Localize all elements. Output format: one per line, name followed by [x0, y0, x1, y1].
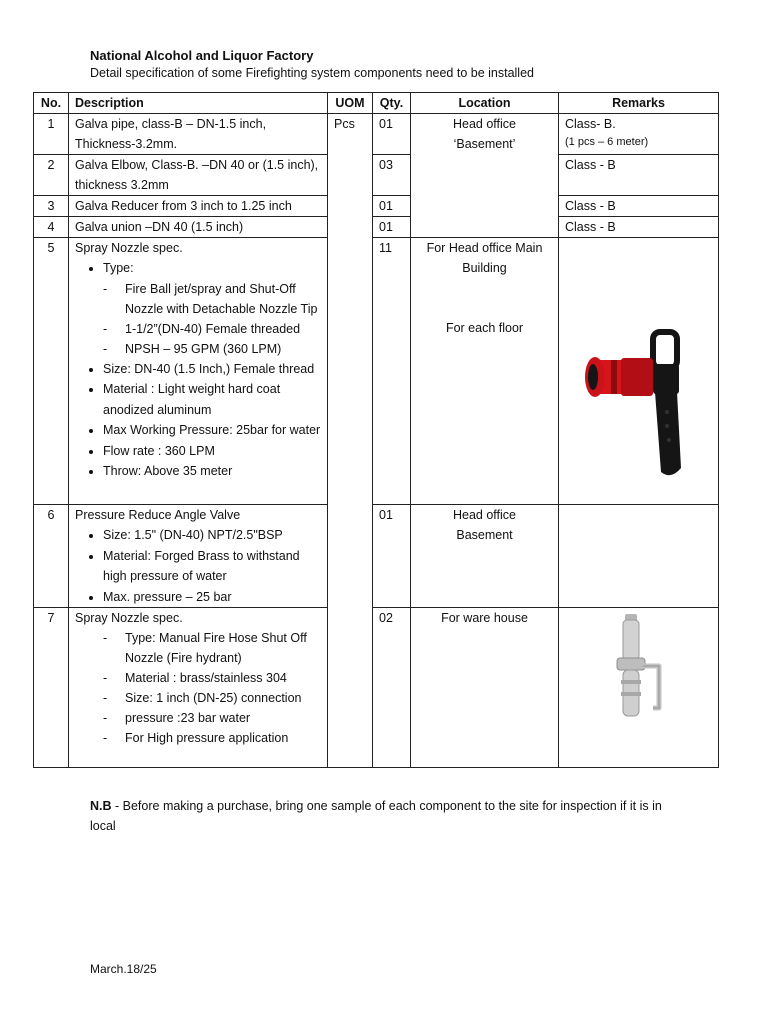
list-item: • Max Working Pressure: 25bar for water: [103, 420, 321, 441]
table-row: [34, 217, 719, 238]
document-title: National Alcohol and Liquor Factory: [90, 48, 314, 63]
list-item: • Size: DN-40 (1.5 Inch,) Female thread: [103, 359, 321, 380]
uom-cell: Pcs: [328, 114, 373, 768]
list-item: - pressure :23 bar water: [125, 708, 321, 728]
row-no: 1: [34, 114, 69, 155]
col-header-no: No.: [34, 93, 69, 114]
location-line: For Head office Main Building: [426, 241, 543, 275]
row-description: Galva Reducer from 3 inch to 1.25 inch: [69, 196, 328, 217]
remarks-note: (1 pcs – 6 meter): [565, 136, 649, 148]
list-item: [103, 258, 321, 359]
table-row: [34, 608, 719, 768]
spec-dash-list: [75, 628, 321, 748]
spec-heading: Spray Nozzle spec.: [75, 611, 183, 625]
document-subtitle: Detail specification of some Firefighting system components need to be installed: [90, 66, 534, 80]
row-qty: 11: [373, 238, 411, 505]
row-qty: 01: [373, 114, 411, 155]
location-line: Basement: [456, 528, 513, 542]
document-date: March.18/25: [90, 962, 157, 976]
list-item: • Material: Forged Brass to withstand high pressure of water: [103, 546, 321, 587]
desc-line: Galva Elbow, Class-B. –DN 40 or (1.5 inch),: [75, 158, 319, 172]
desc-line: Galva pipe, class-B – DN-1.5 inch,: [75, 117, 267, 131]
desc-line: thickness 3.2mm: [75, 178, 169, 192]
spec-dash-list: [103, 279, 321, 359]
list-item: • Max. pressure – 25 bar: [103, 587, 321, 608]
location-cell: For ware house: [411, 608, 559, 768]
location-cell: [411, 238, 559, 505]
row-remarks: [559, 505, 719, 608]
hydrant-nozzle-image: [599, 608, 679, 728]
list-item: - Size: 1 inch (DN-25) connection: [125, 688, 321, 708]
note-text: - Before making a purchase, bring one sample of each component to the site for inspection if it is in local: [90, 799, 662, 833]
spec-heading: Spray Nozzle spec.: [75, 241, 183, 255]
purchase-note: [90, 796, 690, 836]
list-item: - NPSH – 95 GPM (360 LPM): [125, 339, 321, 359]
table-row: [34, 238, 719, 505]
col-header-remarks: Remarks: [559, 93, 719, 114]
row-no: 6: [34, 505, 69, 608]
list-item: • Size: 1.5" (DN-40) NPT/2.5"BSP: [103, 525, 321, 546]
location-line: Head office: [452, 508, 516, 522]
table-row: [34, 196, 719, 217]
row-remarks: Class - B: [559, 217, 719, 238]
spec-bullet-list: [75, 525, 321, 607]
list-item-text: Type:: [103, 261, 134, 275]
list-item: - Type: Manual Fire Hose Shut Off Nozzle (Fire hydrant): [125, 628, 321, 668]
row-description: [69, 505, 328, 608]
spec-table: [33, 92, 719, 768]
row-no: 5: [34, 238, 69, 505]
col-header-location: Location: [411, 93, 559, 114]
remarks-text: Class- B.: [565, 117, 616, 131]
list-item: - For High pressure application: [125, 728, 321, 748]
product-image-cell: [559, 238, 719, 505]
row-remarks: Class - B: [559, 155, 719, 196]
row-qty: 01: [373, 196, 411, 217]
spec-heading: Pressure Reduce Angle Valve: [75, 508, 241, 522]
row-description: [69, 155, 328, 196]
desc-line: Thickness-3.2mm.: [75, 137, 178, 151]
spec-bullet-list: [75, 258, 321, 482]
row-qty: 01: [373, 217, 411, 238]
row-qty: 02: [373, 608, 411, 768]
product-image-cell: [559, 608, 719, 768]
location-cell: [411, 114, 559, 238]
location-cell: [411, 505, 559, 608]
table-row: [34, 505, 719, 608]
row-remarks: [559, 114, 719, 155]
list-item: - 1-1/2”(DN-40) Female threaded: [125, 319, 321, 339]
table-row: [34, 114, 719, 155]
list-item: • Throw: Above 35 meter: [103, 461, 321, 482]
note-label: N.B: [90, 799, 112, 813]
table-header-row: [34, 93, 719, 114]
row-qty: 03: [373, 155, 411, 196]
list-item: - Fire Ball jet/spray and Shut-Off Nozzle with Detachable Nozzle Tip: [125, 279, 321, 319]
col-header-qty: Qty.: [373, 93, 411, 114]
row-description: Galva union –DN 40 (1.5 inch): [69, 217, 328, 238]
row-no: 4: [34, 217, 69, 238]
row-no: 7: [34, 608, 69, 768]
list-item: • Flow rate : 360 LPM: [103, 441, 321, 462]
location-line: For each floor: [445, 321, 524, 335]
row-qty: 01: [373, 505, 411, 608]
row-remarks: Class - B: [559, 196, 719, 217]
table-row: [34, 155, 719, 196]
list-item: • Material : Light weight hard coat anodized aluminum: [103, 379, 321, 420]
row-description: [69, 114, 328, 155]
col-header-description: Description: [69, 93, 328, 114]
location-line: Head office: [452, 117, 516, 131]
location-line: ‘Basement’: [453, 137, 516, 151]
fire-nozzle-image: [581, 328, 701, 488]
row-no: 3: [34, 196, 69, 217]
row-no: 2: [34, 155, 69, 196]
row-description: [69, 238, 328, 505]
list-item: - Material : brass/stainless 304: [125, 668, 321, 688]
col-header-uom: UOM: [328, 93, 373, 114]
row-description: [69, 608, 328, 768]
